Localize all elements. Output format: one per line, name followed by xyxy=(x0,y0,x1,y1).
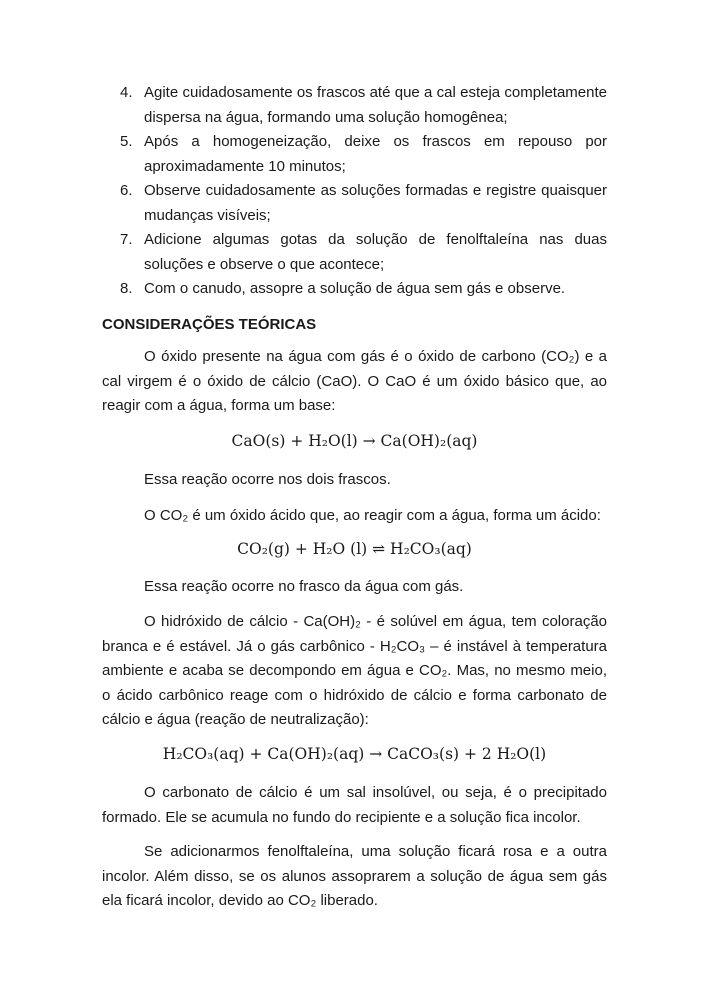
procedure-list xyxy=(102,81,607,302)
list-item xyxy=(102,130,607,179)
list-item-text: Após a homogeneização, deixe os frascos em repouso por aproximadamente 10 minutos; xyxy=(144,133,607,175)
paragraph-both-flasks: Essa reação ocorre nos dois frascos. xyxy=(144,471,391,488)
section-heading: CONSIDERAÇÕES TEÓRICAS xyxy=(102,316,317,333)
paragraph-sparkling-flask: Essa reação ocorre no frasco da água com gás. xyxy=(144,578,464,595)
paragraph-hydroxide: O hidróxido de cálcio - Ca(OH)₂ - é solúvel em água, tem coloração branca e é estável. Já o gás carbônico - H₂CO₃ – é instável à temperatura ambiente e acaba se decompondo em água e CO₂. Mas, no mesmo meio, o ácido carbônico reage com o hidróxido de cálcio e forma carbonato de cálcio e água (reação de neutralização): xyxy=(102,613,607,728)
list-item xyxy=(102,81,607,130)
list-item-number: 6. xyxy=(120,182,133,199)
paragraph-co2-acid: O CO₂ é um óxido ácido que, ao reagir com a água, forma um ácido: xyxy=(144,507,601,524)
list-item-number: 7. xyxy=(120,231,133,248)
list-item-text: Adicione algumas gotas da solução de fenolftaleína nas duas soluções e observe o que acontece; xyxy=(144,231,607,273)
equation-co2-water: CO₂(g) + H₂O (l) ⇌ H₂CO₃(aq) xyxy=(237,540,472,558)
list-item xyxy=(102,277,607,302)
list-item xyxy=(102,179,607,228)
list-item-text: Com o canudo, assopre a solução de água sem gás e observe. xyxy=(144,280,566,297)
list-item-number: 5. xyxy=(120,133,133,150)
list-item-number: 4. xyxy=(120,84,133,101)
equation-cao-water: CaO(s) + H₂O(l) → Ca(OH)₂(aq) xyxy=(231,432,478,450)
paragraph-carbonate: O carbonato de cálcio é um sal insolúvel, ou seja, é o precipitado formado. Ele se acumula no fundo do recipiente e a solução fica incolor. xyxy=(102,784,607,826)
list-item-text: Observe cuidadosamente as soluções formadas e registre quaisquer mudanças visíveis; xyxy=(144,182,607,224)
paragraph-intro: O óxido presente na água com gás é o óxido de carbono (CO₂) e a cal virgem é o óxido de cálcio (CaO). O CaO é um óxido básico que, ao reagir com a água, forma um base: xyxy=(102,348,607,414)
equation-neutralization: H₂CO₃(aq) + Ca(OH)₂(aq) → CaCO₃(s) + 2 H₂O(l) xyxy=(162,745,547,763)
list-item-number: 8. xyxy=(120,280,133,297)
list-item-text: Agite cuidadosamente os frascos até que a cal esteja completamente dispersa na água, formando uma solução homogênea; xyxy=(144,84,607,126)
list-item xyxy=(102,228,607,277)
paragraph-phenolphthalein: Se adicionarmos fenolftaleína, uma solução ficará rosa e a outra incolor. Além disso, se os alunos assoprarem a solução de água sem gás ela ficará incolor, devido ao CO₂ liberado. xyxy=(102,843,607,909)
